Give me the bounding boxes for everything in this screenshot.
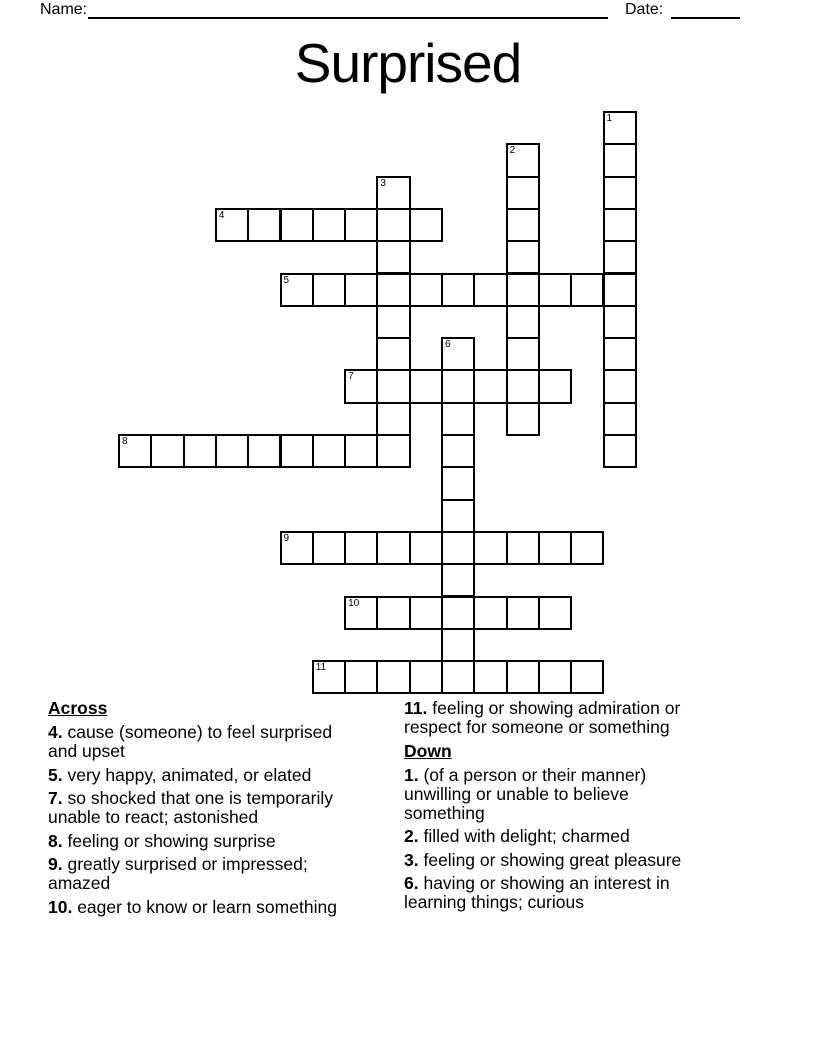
cell-number: 5 bbox=[283, 274, 290, 286]
clues-right-column bbox=[404, 699, 709, 917]
grid-cell[interactable] bbox=[247, 434, 281, 468]
grid-cell[interactable] bbox=[441, 434, 475, 468]
grid-cell[interactable] bbox=[570, 660, 604, 694]
clue-down-2: 2. filled with delight; charmed bbox=[404, 826, 630, 846]
grid-cell[interactable] bbox=[473, 660, 507, 694]
grid-cell[interactable] bbox=[506, 596, 540, 630]
grid-cell[interactable] bbox=[506, 305, 540, 339]
clue-down-1: 1. (of a person or their manner) unwilling or unable to believe something bbox=[404, 764, 647, 823]
grid-cell[interactable] bbox=[312, 273, 346, 307]
clue-number: 10. bbox=[48, 896, 73, 917]
grid-cell[interactable] bbox=[506, 208, 540, 242]
grid-cell-1[interactable] bbox=[603, 111, 637, 145]
clue-across-4: 4. cause (someone) to feel surprised and upset bbox=[48, 722, 333, 761]
grid-cell[interactable] bbox=[409, 531, 443, 565]
grid-cell-11[interactable] bbox=[312, 660, 346, 694]
date-label: Date: bbox=[625, 1, 664, 18]
grid-cell[interactable] bbox=[376, 402, 410, 436]
clue-number: 1. bbox=[404, 764, 419, 785]
clue-number: 11. bbox=[404, 698, 428, 718]
grid-cell[interactable] bbox=[538, 531, 572, 565]
grid-cell[interactable] bbox=[603, 369, 637, 403]
grid-cell[interactable] bbox=[603, 273, 637, 307]
clue-across-11: 11. feeling or showing admiration or respect for someone or something bbox=[404, 698, 681, 737]
across-clue-list bbox=[48, 723, 358, 917]
grid-cell[interactable] bbox=[376, 596, 410, 630]
grid-cell-4[interactable] bbox=[215, 208, 249, 242]
grid-cell[interactable] bbox=[603, 402, 637, 436]
grid-cell[interactable] bbox=[506, 531, 540, 565]
grid-cell[interactable] bbox=[344, 273, 378, 307]
grid-cell[interactable] bbox=[409, 369, 443, 403]
name-label: Name: bbox=[40, 1, 88, 18]
down-heading: Down bbox=[404, 740, 452, 761]
grid-cell[interactable] bbox=[603, 434, 637, 468]
grid-cell[interactable] bbox=[150, 434, 184, 468]
grid-cell[interactable] bbox=[570, 531, 604, 565]
grid-cell[interactable] bbox=[506, 660, 540, 694]
grid-cell[interactable] bbox=[441, 660, 475, 694]
grid-cell[interactable] bbox=[441, 369, 475, 403]
clue-number: 6. bbox=[404, 873, 419, 893]
cell-number: 10 bbox=[348, 597, 360, 609]
grid-cell[interactable] bbox=[473, 273, 507, 307]
grid-cell[interactable] bbox=[473, 369, 507, 403]
grid-cell-7[interactable] bbox=[344, 369, 378, 403]
grid-cell[interactable] bbox=[312, 208, 346, 242]
grid-cell[interactable] bbox=[538, 369, 572, 403]
grid-cell-10[interactable] bbox=[344, 596, 378, 630]
grid-cell-9[interactable] bbox=[280, 531, 314, 565]
clue-across-10: 10. eager to know or learn something bbox=[48, 896, 337, 917]
cell-number: 6 bbox=[445, 339, 451, 351]
grid-cell[interactable] bbox=[538, 273, 572, 307]
grid-cell[interactable] bbox=[506, 273, 540, 307]
grid-cell[interactable] bbox=[409, 273, 443, 307]
grid-cell[interactable] bbox=[344, 531, 378, 565]
grid-cell-2[interactable] bbox=[506, 143, 540, 177]
clue-across-7: 7. so shocked that one is temporarily unable to react; astonished bbox=[48, 788, 334, 827]
clue-number: 4. bbox=[48, 722, 63, 742]
grid-cell[interactable] bbox=[376, 240, 410, 274]
across-clue-overflow bbox=[404, 699, 709, 737]
grid-cell[interactable] bbox=[506, 337, 540, 371]
grid-cell[interactable] bbox=[603, 143, 637, 177]
grid-cell[interactable] bbox=[344, 660, 378, 694]
down-clue-list bbox=[404, 766, 709, 913]
grid-cell[interactable] bbox=[376, 337, 410, 371]
cell-number: 8 bbox=[122, 436, 128, 447]
clue-down-6: 6. having or showing an interest in learning things; curious bbox=[404, 873, 670, 912]
grid-cell[interactable] bbox=[376, 305, 410, 339]
cell-number: 9 bbox=[283, 532, 290, 544]
clue-number: 2. bbox=[404, 826, 419, 846]
grid-cell[interactable] bbox=[603, 208, 637, 242]
cell-number: 3 bbox=[380, 177, 386, 189]
grid-cell[interactable] bbox=[376, 369, 410, 403]
clue-across-8: 8. feeling or showing surprise bbox=[48, 830, 276, 851]
name-input-line[interactable] bbox=[88, 0, 608, 19]
cell-number: 1 bbox=[606, 113, 613, 124]
grid-cell[interactable] bbox=[538, 596, 572, 630]
grid-cell[interactable] bbox=[409, 208, 443, 242]
grid-cell[interactable] bbox=[441, 628, 475, 662]
cell-number: 4 bbox=[218, 209, 225, 221]
grid-cell[interactable] bbox=[506, 369, 540, 403]
clue-number: 9. bbox=[48, 854, 63, 874]
grid-cell[interactable] bbox=[376, 660, 410, 694]
grid-cell[interactable] bbox=[376, 531, 410, 565]
grid-cell[interactable] bbox=[441, 402, 475, 436]
cell-number: 7 bbox=[348, 371, 354, 383]
grid-cell[interactable] bbox=[441, 531, 475, 565]
grid-cell[interactable] bbox=[473, 596, 507, 630]
grid-cell[interactable] bbox=[215, 434, 249, 468]
grid-cell[interactable] bbox=[183, 434, 217, 468]
grid-cell-5[interactable] bbox=[280, 273, 314, 307]
grid-cell[interactable] bbox=[603, 337, 637, 371]
across-heading: Across bbox=[48, 698, 108, 718]
grid-cell[interactable] bbox=[603, 305, 637, 339]
grid-cell[interactable] bbox=[280, 208, 314, 242]
clue-number: 3. bbox=[404, 849, 419, 870]
clue-across-9: 9. greatly surprised or impressed; amazed bbox=[48, 854, 308, 893]
grid-cell[interactable] bbox=[376, 434, 410, 468]
grid-cell[interactable] bbox=[473, 531, 507, 565]
grid-cell[interactable] bbox=[441, 499, 475, 533]
grid-cell[interactable] bbox=[603, 240, 637, 274]
grid-cell[interactable] bbox=[441, 563, 475, 597]
grid-cell[interactable] bbox=[376, 208, 410, 242]
cell-number: 11 bbox=[315, 662, 327, 674]
grid-cell[interactable] bbox=[344, 434, 378, 468]
grid-cell[interactable] bbox=[376, 273, 410, 307]
grid-cell-3[interactable] bbox=[376, 176, 410, 210]
clues-left-column bbox=[48, 699, 358, 921]
grid-cell[interactable] bbox=[441, 273, 475, 307]
grid-cell[interactable] bbox=[441, 466, 475, 500]
grid-cell[interactable] bbox=[603, 176, 637, 210]
grid-cell[interactable] bbox=[441, 596, 475, 630]
grid-cell[interactable] bbox=[409, 660, 443, 694]
clue-down-3: 3. feeling or showing great pleasure bbox=[404, 849, 682, 870]
grid-cell[interactable] bbox=[570, 273, 604, 307]
grid-cell[interactable] bbox=[280, 434, 314, 468]
clue-number: 7. bbox=[48, 788, 63, 808]
cell-number: 2 bbox=[509, 145, 516, 157]
clue-number: 5. bbox=[48, 764, 63, 785]
grid-cell-8[interactable] bbox=[118, 434, 152, 468]
grid-cell-6[interactable] bbox=[441, 337, 475, 371]
grid-cell[interactable] bbox=[344, 208, 378, 242]
clue-number: 8. bbox=[48, 830, 63, 851]
grid-cell[interactable] bbox=[506, 402, 540, 436]
page-title: Surprised bbox=[294, 32, 522, 94]
grid-cell[interactable] bbox=[538, 660, 572, 694]
grid-cell[interactable] bbox=[409, 596, 443, 630]
grid-cell[interactable] bbox=[506, 176, 540, 210]
grid-cell[interactable] bbox=[312, 434, 346, 468]
grid-cell[interactable] bbox=[312, 531, 346, 565]
date-input-line[interactable] bbox=[671, 0, 740, 19]
grid-cell[interactable] bbox=[506, 240, 540, 274]
grid-cell[interactable] bbox=[247, 208, 281, 242]
clue-across-5: 5. very happy, animated, or elated bbox=[48, 764, 312, 785]
